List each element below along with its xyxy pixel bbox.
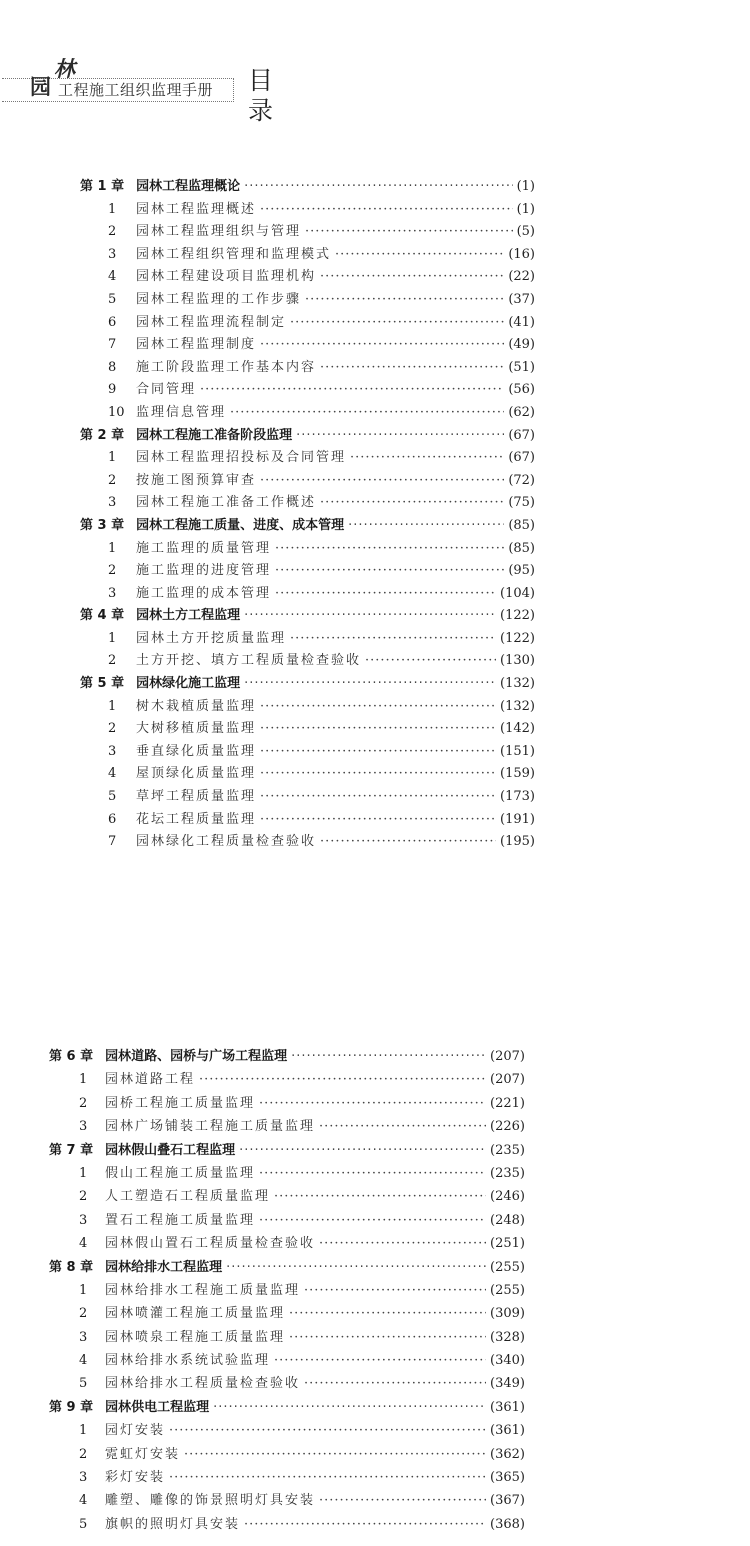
toc-entry-title: 园林给排水工程施工质量监理 — [105, 1282, 301, 1298]
toc-heading — [248, 66, 278, 126]
toc-leader-dots — [304, 1279, 486, 1302]
toc-entry-number: 3 — [79, 1470, 88, 1486]
toc-section-entry[interactable] — [49, 1513, 525, 1536]
logo-char-yuan: 园 — [30, 75, 51, 99]
toc-leader-dots — [184, 1443, 486, 1466]
toc-entry-title: 园林工程监理的工作步骤 — [136, 291, 302, 307]
toc-heading-char-2: 录 — [248, 96, 274, 125]
toc-chapter-entry[interactable] — [49, 1045, 525, 1068]
toc-entry-page: (207) — [490, 1072, 525, 1088]
toc-entry-title: 园林绿化工程质量检查验收 — [136, 834, 317, 850]
toc-entry-page: (95) — [508, 563, 535, 579]
toc-section-entry[interactable] — [80, 379, 535, 402]
toc-section-entry[interactable] — [49, 1279, 525, 1302]
toc-entry-number: 1 — [79, 1072, 88, 1088]
toc-leader-dots — [320, 357, 504, 380]
toc-entry-number: 2 — [79, 1095, 88, 1111]
toc-leader-dots — [226, 1256, 486, 1279]
toc-leader-dots — [260, 334, 504, 357]
toc-section-entry[interactable] — [49, 1349, 525, 1372]
toc-section-entry[interactable] — [49, 1115, 525, 1138]
toc-entry-number: 4 — [79, 1493, 88, 1509]
toc-entry-number: 4 — [79, 1353, 88, 1369]
toc-entry-page: (195) — [500, 834, 535, 850]
toc-entry-number: 2 — [108, 721, 117, 737]
toc-entry-page: (49) — [508, 337, 535, 353]
toc-entry-number: 9 — [108, 382, 117, 398]
toc-entry-title: 园灯安装 — [105, 1423, 166, 1439]
toc-section-entry[interactable] — [80, 266, 535, 289]
toc-section-entry[interactable] — [80, 831, 535, 854]
toc-leader-dots — [296, 425, 504, 448]
toc-entry-number: 2 — [108, 563, 117, 579]
toc-entry-title: 园林土方开挖质量监理 — [136, 630, 287, 646]
toc-section-entry[interactable] — [80, 244, 535, 267]
toc-section-entry[interactable] — [49, 1185, 525, 1208]
toc-entry-number: 第 7 章 — [49, 1142, 94, 1158]
toc-entry-number: 3 — [79, 1329, 88, 1345]
toc-entry-page: (226) — [490, 1119, 525, 1135]
toc-entry-number: 2 — [79, 1189, 88, 1205]
toc-entry-page: (75) — [508, 495, 535, 511]
toc-section-entry[interactable] — [49, 1302, 525, 1325]
toc-section-entry[interactable] — [80, 538, 535, 561]
toc-entry-number: 第 2 章 — [80, 427, 125, 443]
toc-entry-page: (16) — [508, 246, 535, 262]
toc-entry-title: 园林假山叠石工程监理 — [105, 1142, 236, 1158]
toc-entry-page: (235) — [490, 1142, 525, 1158]
toc-section-entry[interactable] — [80, 763, 535, 786]
toc-entry-page: (142) — [500, 721, 535, 737]
toc-leader-dots — [365, 650, 496, 673]
toc-entry-number: 3 — [108, 495, 117, 511]
toc-entry-title: 园林绿化施工监理 — [136, 676, 241, 692]
toc-entry-number: 3 — [79, 1212, 88, 1228]
toc-entry-number: 1 — [79, 1282, 88, 1298]
toc-section-entry[interactable] — [80, 583, 535, 606]
toc-entry-title: 园林工程组织管理和监理模式 — [136, 246, 332, 262]
logo-char-lin: 林 — [54, 57, 75, 81]
toc-leader-dots — [275, 538, 504, 561]
toc-section-entry[interactable] — [80, 470, 535, 493]
toc-entry-title: 彩灯安装 — [105, 1470, 166, 1486]
toc-entry-title: 园林工程施工准备工作概述 — [136, 495, 317, 511]
toc-entry-title: 屋顶绿化质量监理 — [136, 766, 257, 782]
toc-entry-page: (251) — [490, 1236, 525, 1252]
toc-leader-dots — [319, 1115, 486, 1138]
toc-chapter-entry[interactable] — [49, 1396, 525, 1419]
toc-entry-page: (328) — [490, 1329, 525, 1345]
toc-entry-number: 4 — [108, 766, 117, 782]
toc-entry-title: 园林供电工程监理 — [105, 1399, 210, 1415]
toc-leader-dots — [320, 831, 496, 854]
toc-entry-number: 2 — [79, 1306, 88, 1322]
toc-entry-title: 假山工程施工质量监理 — [105, 1165, 256, 1181]
toc-section-entry[interactable] — [49, 1162, 525, 1185]
toc-entry-title: 园林工程监理流程制定 — [136, 314, 287, 330]
toc-entry-number: 1 — [108, 450, 117, 466]
toc-section-entry[interactable] — [49, 1326, 525, 1349]
toc-entry-page: (221) — [490, 1095, 525, 1111]
toc-entry-page: (340) — [490, 1353, 525, 1369]
toc-leader-dots — [304, 1372, 486, 1395]
toc-leader-dots — [169, 1419, 486, 1442]
toc-entry-title: 置石工程施工质量监理 — [105, 1212, 256, 1228]
toc-entry-number: 6 — [108, 811, 117, 827]
toc-entry-title: 树木栽植质量监理 — [136, 698, 257, 714]
toc-section-entry[interactable] — [49, 1419, 525, 1442]
toc-entry-title: 园桥工程施工质量监理 — [105, 1095, 256, 1111]
toc-leader-dots — [200, 379, 504, 402]
toc-leader-dots — [335, 244, 504, 267]
toc-leader-dots — [259, 1092, 486, 1115]
toc-section-entry[interactable] — [80, 786, 535, 809]
toc-entry-number: 4 — [108, 269, 117, 285]
toc-leader-dots — [320, 492, 504, 515]
toc-entry-number: 1 — [108, 201, 117, 217]
toc-entry-title: 监理信息管理 — [136, 404, 227, 420]
toc-entry-title: 园林广场铺装工程施工质量监理 — [105, 1119, 316, 1135]
toc-list-part2 — [49, 1045, 525, 1536]
toc-entry-page: (51) — [508, 359, 535, 375]
toc-entry-number: 2 — [108, 653, 117, 669]
toc-entry-page: (361) — [490, 1399, 525, 1415]
toc-entry-page: (248) — [490, 1212, 525, 1228]
toc-leader-dots — [244, 673, 496, 696]
toc-entry-page: (22) — [508, 269, 535, 285]
toc-entry-title: 旗帜的照明灯具安装 — [105, 1516, 241, 1532]
toc-entry-title: 园林假山置石工程质量检查验收 — [105, 1236, 316, 1252]
toc-leader-dots — [305, 221, 513, 244]
toc-leader-dots — [290, 312, 504, 335]
toc-entry-number: 第 9 章 — [49, 1399, 94, 1415]
toc-section-entry[interactable] — [80, 696, 535, 719]
toc-leader-dots — [260, 696, 496, 719]
toc-leader-dots — [199, 1068, 486, 1091]
toc-entry-number: 4 — [79, 1236, 88, 1252]
toc-heading-char-1: 目 — [248, 66, 274, 95]
toc-entry-page: (207) — [490, 1049, 525, 1064]
toc-leader-dots — [244, 605, 496, 628]
toc-entry-page: (246) — [490, 1189, 525, 1205]
toc-leader-dots — [260, 199, 513, 222]
toc-entry-page: (85) — [508, 517, 535, 533]
toc-section-entry[interactable] — [80, 221, 535, 244]
toc-entry-page: (37) — [508, 291, 535, 307]
toc-entry-number: 7 — [108, 834, 117, 850]
toc-entry-page: (122) — [500, 608, 535, 624]
toc-leader-dots — [169, 1466, 486, 1489]
toc-entry-title: 园林工程监理组织与管理 — [136, 224, 302, 240]
book-title: 工程施工组织监理手册 — [58, 81, 214, 99]
toc-entry-page: (255) — [490, 1282, 525, 1298]
toc-leader-dots — [289, 1326, 486, 1349]
toc-section-entry[interactable] — [49, 1489, 525, 1512]
toc-leader-dots — [244, 176, 512, 199]
toc-entry-title: 霓虹灯安装 — [105, 1446, 181, 1462]
toc-entry-title: 园林工程监理概论 — [136, 179, 241, 194]
toc-entry-number: 第 3 章 — [80, 517, 125, 533]
toc-entry-number: 7 — [108, 337, 117, 353]
toc-entry-title: 园林道路工程 — [105, 1072, 196, 1088]
toc-section-entry[interactable] — [80, 312, 535, 335]
toc-entry-number: 第 1 章 — [80, 179, 125, 194]
toc-chapter-entry[interactable] — [80, 176, 535, 199]
toc-section-entry[interactable] — [80, 809, 535, 832]
toc-entry-page: (151) — [500, 743, 535, 759]
toc-leader-dots — [260, 718, 496, 741]
toc-leader-dots — [319, 1232, 486, 1255]
toc-entry-title: 园林土方工程监理 — [136, 608, 241, 624]
toc-chapter-entry[interactable] — [80, 673, 535, 696]
toc-entry-number: 第 8 章 — [49, 1259, 94, 1275]
toc-leader-dots — [260, 786, 496, 809]
toc-leader-dots — [291, 1045, 486, 1068]
toc-entry-title: 施工阶段监理工作基本内容 — [136, 359, 317, 375]
toc-section-entry[interactable] — [49, 1232, 525, 1255]
toc-entry-title: 园林工程建设项目监理机构 — [136, 269, 317, 285]
toc-entry-page: (1) — [516, 179, 535, 194]
toc-section-entry[interactable] — [49, 1466, 525, 1489]
toc-entry-number: 1 — [108, 540, 117, 556]
toc-entry-number: 10 — [108, 404, 125, 420]
toc-leader-dots — [275, 583, 496, 606]
toc-entry-number: 8 — [108, 359, 117, 375]
toc-entry-number: 5 — [108, 789, 117, 805]
toc-leader-dots — [260, 809, 496, 832]
toc-entry-page: (67) — [508, 450, 535, 466]
toc-entry-number: 6 — [108, 314, 117, 330]
toc-entry-title: 园林工程施工质量、进度、成本管理 — [136, 517, 345, 533]
toc-entry-number: 1 — [108, 630, 117, 646]
toc-section-entry[interactable] — [49, 1372, 525, 1395]
toc-chapter-entry[interactable] — [80, 425, 535, 448]
toc-entry-title: 人工塑造石工程质量监理 — [105, 1189, 271, 1205]
toc-chapter-entry[interactable] — [80, 515, 535, 538]
toc-entry-title: 垂直绿化质量监理 — [136, 743, 257, 759]
toc-entry-page: (104) — [500, 585, 535, 601]
toc-entry-page: (361) — [490, 1423, 525, 1439]
toc-leader-dots — [320, 266, 504, 289]
toc-leader-dots — [319, 1489, 486, 1512]
toc-leader-dots — [290, 628, 496, 651]
toc-section-entry[interactable] — [49, 1068, 525, 1091]
toc-entry-title: 园林工程监理制度 — [136, 337, 257, 353]
toc-entry-number: 3 — [108, 585, 117, 601]
toc-entry-page: (41) — [508, 314, 535, 330]
toc-entry-page: (56) — [508, 382, 535, 398]
toc-leader-dots — [260, 763, 496, 786]
toc-leader-dots — [260, 470, 504, 493]
toc-entry-title: 雕塑、雕像的饰景照明灯具安装 — [105, 1493, 316, 1509]
toc-leader-dots — [259, 1162, 486, 1185]
toc-entry-title: 花坛工程质量监理 — [136, 811, 257, 827]
toc-section-entry[interactable] — [80, 447, 535, 470]
toc-section-entry[interactable] — [80, 560, 535, 583]
toc-entry-title: 园林给排水工程质量检查验收 — [105, 1376, 301, 1392]
toc-section-entry[interactable] — [80, 402, 535, 425]
toc-entry-number: 2 — [108, 224, 117, 240]
toc-entry-number: 第 6 章 — [49, 1049, 94, 1064]
toc-entry-number: 3 — [108, 743, 117, 759]
toc-entry-page: (368) — [490, 1516, 525, 1532]
toc-entry-title: 施工监理的质量管理 — [136, 540, 272, 556]
toc-leader-dots — [275, 560, 504, 583]
toc-entry-title: 园林给排水工程监理 — [105, 1259, 223, 1275]
toc-entry-page: (365) — [490, 1470, 525, 1486]
toc-entry-title: 园林工程施工准备阶段监理 — [136, 427, 293, 443]
toc-section-entry[interactable] — [80, 628, 535, 651]
toc-chapter-entry[interactable] — [49, 1139, 525, 1162]
toc-entry-title: 土方开挖、填方工程质量检查验收 — [136, 653, 362, 669]
toc-chapter-entry[interactable] — [80, 605, 535, 628]
toc-entry-title: 大树移植质量监理 — [136, 721, 257, 737]
toc-entry-number: 3 — [108, 246, 117, 262]
toc-entry-page: (159) — [500, 766, 535, 782]
toc-section-entry[interactable] — [80, 741, 535, 764]
toc-entry-number: 5 — [108, 291, 117, 307]
toc-entry-page: (1) — [516, 201, 535, 217]
toc-entry-title: 按施工图预算审查 — [136, 472, 257, 488]
toc-entry-number: 1 — [79, 1165, 88, 1181]
toc-section-entry[interactable] — [80, 492, 535, 515]
toc-entry-number: 2 — [79, 1446, 88, 1462]
toc-entry-page: (132) — [500, 698, 535, 714]
toc-entry-page: (255) — [490, 1259, 525, 1275]
toc-entry-page: (235) — [490, 1165, 525, 1181]
toc-entry-title: 园林工程监理招投标及合同管理 — [136, 450, 347, 466]
toc-entry-page: (67) — [508, 427, 535, 443]
toc-entry-title: 园林给排水系统试验监理 — [105, 1353, 271, 1369]
toc-section-entry[interactable] — [80, 334, 535, 357]
toc-entry-page: (367) — [490, 1493, 525, 1509]
toc-leader-dots — [230, 402, 504, 425]
toc-leader-dots — [350, 447, 504, 470]
toc-section-entry[interactable] — [80, 199, 535, 222]
toc-entry-title: 草坪工程质量监理 — [136, 789, 257, 805]
toc-section-entry[interactable] — [80, 718, 535, 741]
toc-entry-page: (191) — [500, 811, 535, 827]
toc-leader-dots — [305, 289, 504, 312]
toc-leader-dots — [348, 515, 504, 538]
toc-entry-title: 园林喷灌工程施工质量监理 — [105, 1306, 286, 1322]
toc-list-part1 — [80, 176, 535, 854]
toc-entry-title: 施工监理的成本管理 — [136, 585, 272, 601]
toc-entry-number: 1 — [108, 698, 117, 714]
toc-entry-number: 5 — [79, 1516, 88, 1532]
toc-entry-title: 合同管理 — [136, 382, 197, 398]
toc-leader-dots — [259, 1209, 486, 1232]
toc-leader-dots — [239, 1139, 486, 1162]
toc-entry-number: 2 — [108, 472, 117, 488]
toc-entry-number: 第 4 章 — [80, 608, 125, 624]
toc-entry-number: 3 — [79, 1119, 88, 1135]
toc-section-entry[interactable] — [49, 1209, 525, 1232]
toc-entry-title: 园林喷泉工程施工质量监理 — [105, 1329, 286, 1345]
toc-section-entry[interactable] — [80, 357, 535, 380]
toc-entry-page: (309) — [490, 1306, 525, 1322]
toc-entry-page: (62) — [508, 404, 535, 420]
toc-entry-number: 1 — [79, 1423, 88, 1439]
toc-entry-page: (85) — [508, 540, 535, 556]
toc-section-entry[interactable] — [80, 289, 535, 312]
toc-section-entry[interactable] — [49, 1092, 525, 1115]
toc-leader-dots — [213, 1396, 486, 1419]
toc-entry-page: (5) — [516, 224, 535, 240]
toc-entry-page: (122) — [500, 630, 535, 646]
toc-entry-number: 5 — [79, 1376, 88, 1392]
toc-entry-page: (72) — [508, 472, 535, 488]
toc-entry-page: (349) — [490, 1376, 525, 1392]
toc-entry-title: 园林道路、园桥与广场工程监理 — [105, 1049, 288, 1064]
toc-entry-page: (173) — [500, 789, 535, 805]
toc-entry-page: (132) — [500, 676, 535, 692]
toc-section-entry[interactable] — [80, 650, 535, 673]
toc-entry-page: (362) — [490, 1446, 525, 1462]
toc-leader-dots — [260, 741, 496, 764]
toc-section-entry[interactable] — [49, 1443, 525, 1466]
toc-chapter-entry[interactable] — [49, 1256, 525, 1279]
toc-entry-title: 园林工程监理概述 — [136, 201, 257, 217]
toc-entry-page: (130) — [500, 653, 535, 669]
toc-entry-title: 施工监理的进度管理 — [136, 563, 272, 579]
toc-leader-dots — [244, 1513, 486, 1536]
toc-leader-dots — [274, 1349, 486, 1372]
toc-leader-dots — [274, 1185, 486, 1208]
toc-leader-dots — [289, 1302, 486, 1325]
toc-entry-number: 第 5 章 — [80, 676, 125, 692]
